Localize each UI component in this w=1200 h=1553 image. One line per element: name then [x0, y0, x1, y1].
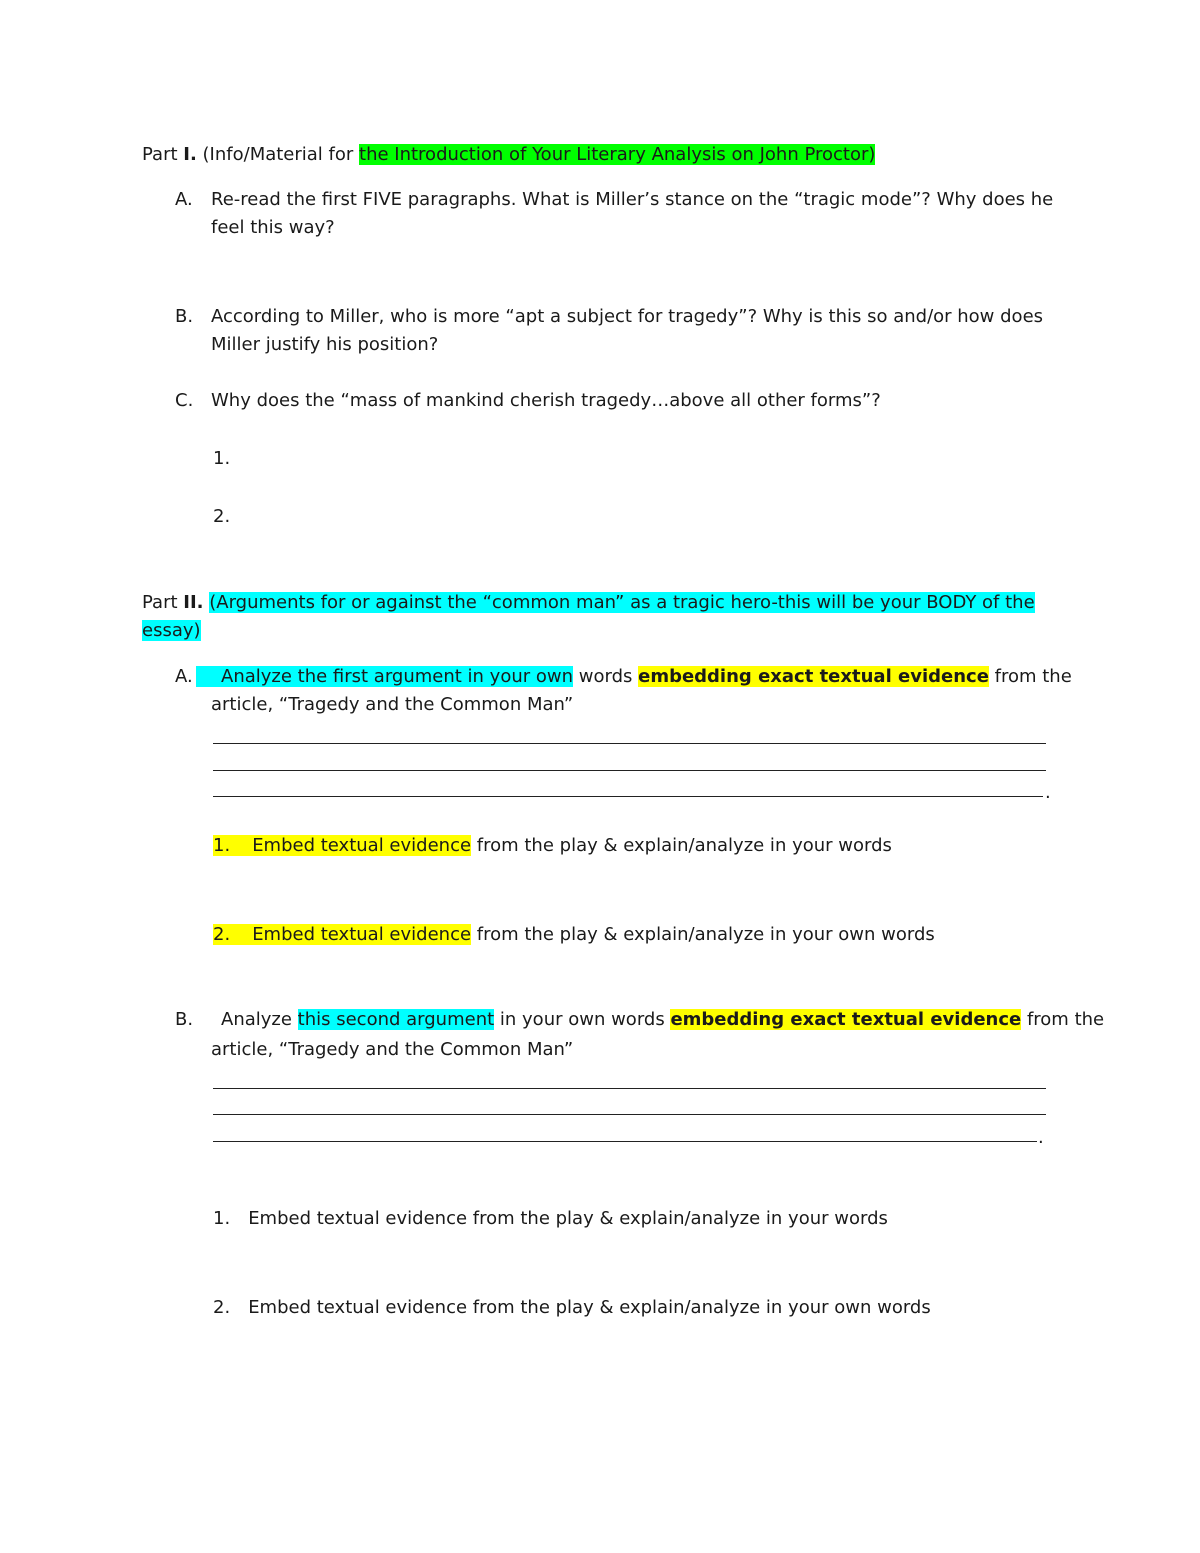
- item-number: 2.: [213, 924, 231, 945]
- part1-highlight: the Introduction of Your Literary Analysis on John Proctor): [359, 144, 876, 165]
- part2-a-line2: article, “Tragedy and the Common Man”: [211, 694, 574, 715]
- item-text: Embed textual evidence from the play & explain/analyze in your words: [248, 1208, 888, 1229]
- answer-period: .: [1045, 782, 1051, 803]
- answer-rule: [213, 1141, 1037, 1142]
- item-highlight: Embed textual evidence: [252, 835, 472, 856]
- answer-rule: [213, 1088, 1046, 1089]
- item-rest: from the play & explain/analyze in your words: [471, 835, 892, 856]
- part2-b-label: B.: [175, 1009, 194, 1030]
- part2-a-bold: embedding exact textual evidence: [638, 666, 989, 687]
- part2-a-item-2-num: [213, 924, 471, 945]
- item-number: 1.: [213, 835, 231, 856]
- part1-question-a-line2: feel this way?: [211, 217, 335, 238]
- part2-heading-line2: [142, 619, 201, 643]
- part2-b-mid: in your own words: [494, 1009, 671, 1030]
- item-number: 2.: [213, 1297, 231, 1318]
- part2-highlight-line2: essay): [142, 620, 201, 641]
- part2-b-cyan: this second argument: [297, 1009, 495, 1030]
- part1-number-2: 2.: [213, 506, 231, 527]
- item-rest: from the play & explain/analyze in your own words: [471, 924, 935, 945]
- part1-question-b-line1: According to Miller, who is more “apt a subject for tragedy”? Why is this so and/or how does: [211, 306, 1044, 327]
- part1-open: (Info/Material for: [196, 144, 360, 165]
- part2-b-end: from the: [1021, 1009, 1105, 1030]
- part2-highlight-line1: (Arguments for or against the “common man” as a tragic hero-this will be your BODY of the: [209, 592, 1035, 613]
- part1-question-b-label: B.: [175, 306, 194, 327]
- part1-heading: [142, 143, 875, 167]
- part2-b-pre: Analyze: [221, 1009, 298, 1030]
- part2-a-mid: words: [573, 666, 639, 687]
- part1-prefix: Part: [142, 144, 184, 165]
- part2-a-label: A.: [175, 666, 193, 687]
- part2-b-bold: embedding exact textual evidence: [670, 1009, 1022, 1030]
- part2-a-item-1-num: [213, 835, 471, 856]
- part1-question-c-line1: Why does the “mass of mankind cherish tragedy…above all other forms”?: [211, 390, 881, 411]
- item-text: Embed textual evidence from the play & explain/analyze in your own words: [248, 1297, 931, 1318]
- answer-rule: [213, 743, 1046, 744]
- part2-a-cyan: Analyze the first argument in your own: [196, 666, 573, 687]
- item-highlight: Embed textual evidence: [252, 924, 472, 945]
- answer-period: .: [1038, 1127, 1044, 1148]
- part2-b-item-2: [213, 1296, 931, 1320]
- part2-b-line1: [221, 1008, 1104, 1032]
- part1-question-c-label: C.: [175, 390, 194, 411]
- part2-prefix: Part: [142, 592, 184, 613]
- part2-a-end: from the: [988, 666, 1072, 687]
- part2-b-line2: article, “Tragedy and the Common Man”: [211, 1039, 574, 1060]
- part2-a-item-1: [213, 834, 892, 858]
- part1-question-a-line1: Re-read the first FIVE paragraphs. What is Miller’s stance on the “tragic mode”? Why does he: [211, 189, 1054, 210]
- answer-rule: [213, 1114, 1046, 1115]
- part1-question-a-label: A.: [175, 189, 193, 210]
- part2-a-item-2: [213, 923, 935, 947]
- part2-a-line1: [196, 665, 1072, 689]
- part1-numeral: I.: [183, 144, 197, 165]
- answer-rule: [213, 796, 1043, 797]
- part2-numeral: II.: [183, 592, 204, 613]
- item-number: 1.: [213, 1208, 231, 1229]
- part2-b-item-1: [213, 1207, 888, 1231]
- part2-heading: [142, 591, 1035, 615]
- answer-rule: [213, 770, 1046, 771]
- part1-number-1: 1.: [213, 448, 231, 469]
- part1-question-b-line2: Miller justify his position?: [211, 334, 439, 355]
